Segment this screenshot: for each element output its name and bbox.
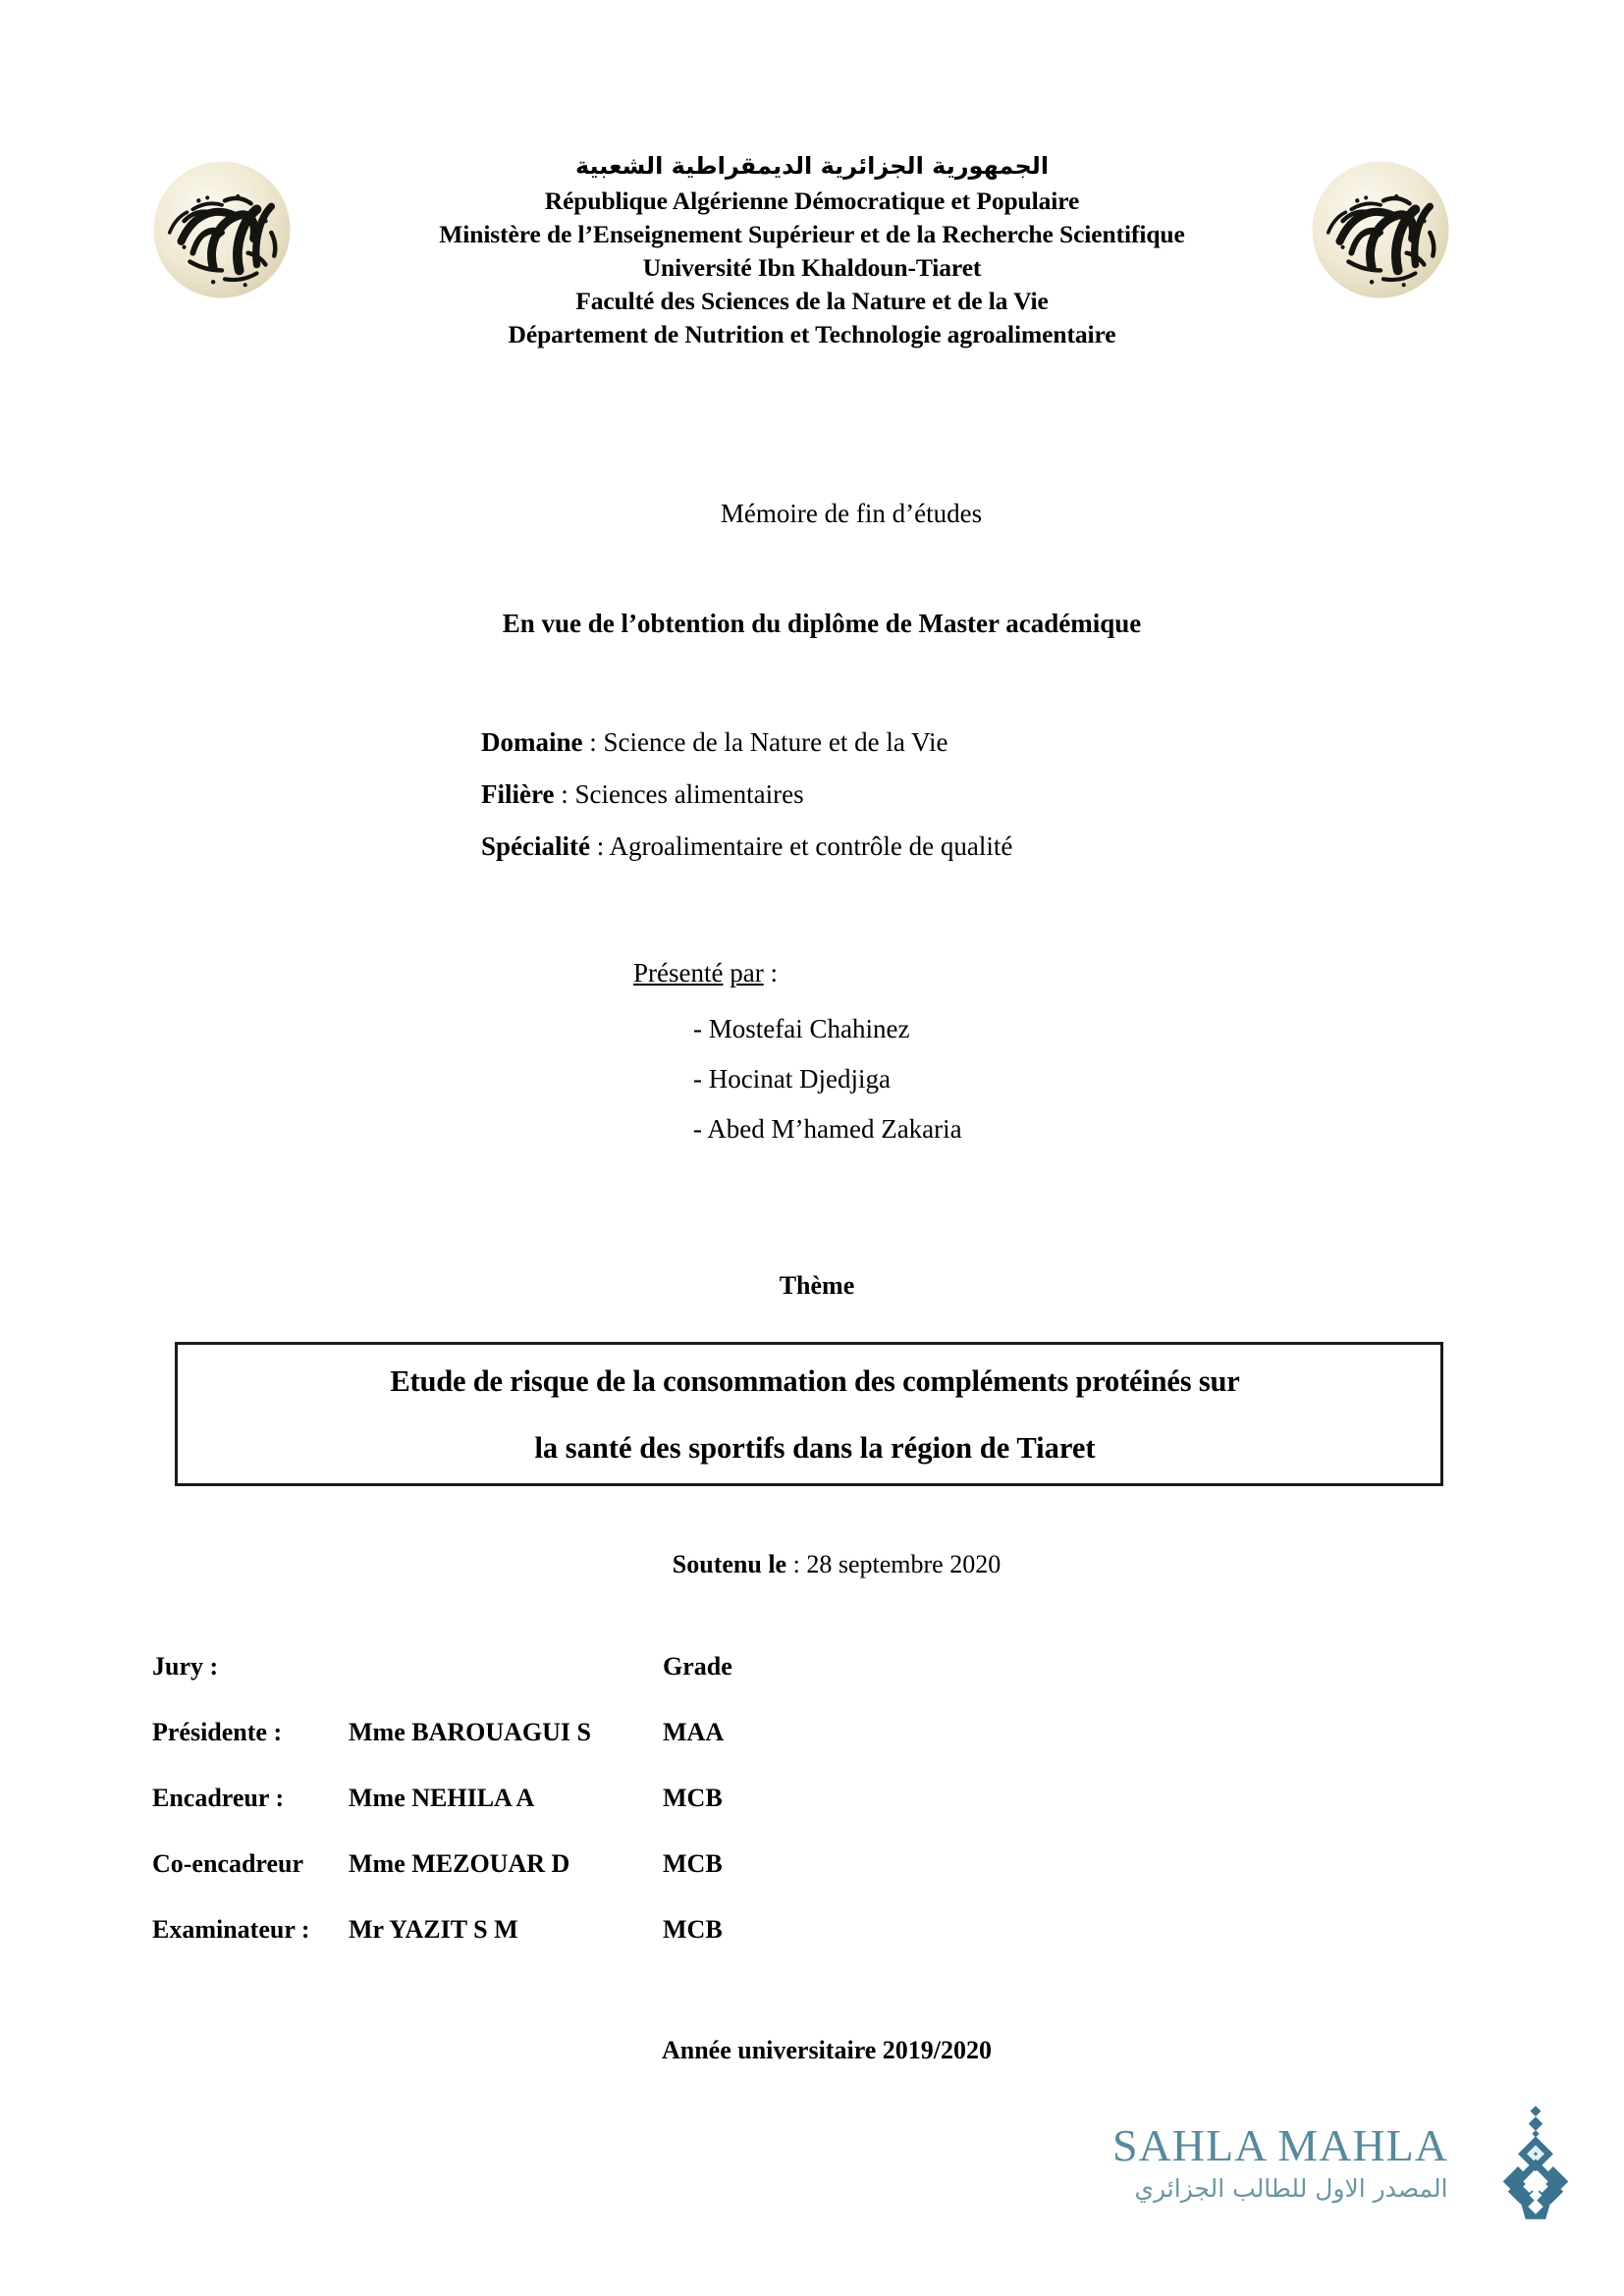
field-specialite xyxy=(481,821,1365,873)
list-item: - Hocinat Djedjiga xyxy=(693,1064,891,1094)
field-domaine xyxy=(481,717,1365,769)
heading-line-ministry: Ministère de l’Enseignement Supérieur et de la Recherche Scientifique xyxy=(439,220,1185,248)
presented-by-title xyxy=(633,958,1624,988)
jury-name: Mr YAZIT S M xyxy=(349,1915,518,1944)
program-fields xyxy=(481,717,1365,873)
diploma-statement: En vue de l’obtention du diplôme de Master académique xyxy=(502,609,1142,638)
thesis-title xyxy=(137,1342,1492,1486)
table-row xyxy=(152,1849,1134,1915)
heading-line-university: Université Ibn Khaldoun-Tiaret xyxy=(642,253,982,282)
page-header xyxy=(0,147,1624,373)
watermark-brand: SAHLA MAHLA xyxy=(1112,2120,1448,2170)
watermark-tagline: المصدر الاول للطالب الجزائري xyxy=(1134,2174,1448,2203)
jury-grade: MAA xyxy=(663,1718,725,1746)
table-row xyxy=(152,1915,1134,1981)
table-row xyxy=(152,1784,1134,1849)
presented-by-colon: : xyxy=(763,958,778,988)
field-specialite-value: Agroalimentaire et contrôle de qualité xyxy=(609,831,1013,861)
jury-name: Mme MEZOUAR D xyxy=(349,1849,570,1878)
heading-line-arabic: الجمهورية الجزائرية الديمقراطية الشعبية xyxy=(574,152,1050,180)
jury-role: Examinateur : xyxy=(152,1915,310,1944)
list-item: - Mostefai Chahinez xyxy=(693,1014,910,1043)
table-row xyxy=(152,1718,1134,1784)
field-filiere-value: Sciences alimentaires xyxy=(574,779,804,809)
jury-role: Co-encadreur xyxy=(152,1849,304,1878)
column-header-jury: Jury : xyxy=(152,1652,219,1681)
presented-by-block xyxy=(0,958,1624,1154)
defense-date-label: Soutenu le xyxy=(672,1550,787,1578)
field-filiere-label: Filière xyxy=(481,779,555,809)
column-header-grade: Grade xyxy=(663,1652,732,1681)
memoire-label: Mémoire de fin d’études xyxy=(720,499,983,528)
berber-diamond-ornament-icon xyxy=(1495,2104,1576,2229)
jury-table xyxy=(152,1652,1134,1981)
jury-grade: MCB xyxy=(663,1784,723,1812)
jury-name: Mme NEHILA A xyxy=(349,1784,535,1812)
field-specialite-label: Spécialité xyxy=(481,831,590,861)
field-domaine-label: Domaine xyxy=(481,727,583,757)
academic-year: Année universitaire 2019/2020 xyxy=(661,2036,993,2064)
jury-grade: MCB xyxy=(663,1849,723,1878)
field-domaine-value: Science de la Nature et de la Vie xyxy=(603,727,948,757)
defense-date xyxy=(0,1550,1624,1579)
defense-date-value: 28 septembre 2020 xyxy=(806,1550,1001,1578)
defense-date-sep: : xyxy=(786,1550,807,1578)
heading-line-republic: République Algérienne Démocratique et Populaire xyxy=(544,187,1080,215)
student-list xyxy=(693,1004,1624,1154)
presented-by-word1: Présenté xyxy=(633,958,724,988)
thesis-title-line1: Etude de risque de la consommation des compléments protéinés sur xyxy=(390,1363,1240,1398)
jury-role: Présidente : xyxy=(152,1718,283,1746)
field-domaine-sep: : xyxy=(582,727,604,757)
table-header-row xyxy=(152,1652,1134,1718)
institution-heading xyxy=(196,147,1428,351)
jury-grade: MCB xyxy=(663,1915,723,1944)
heading-line-faculty: Faculté des Sciences de la Nature et de la Vie xyxy=(575,287,1049,315)
field-filiere-sep: : xyxy=(554,779,575,809)
field-specialite-sep: : xyxy=(589,831,610,861)
field-filiere xyxy=(481,769,1365,821)
presented-by-word2: par xyxy=(730,958,764,988)
heading-line-department: Département de Nutrition et Technologie agroalimentaire xyxy=(508,320,1116,348)
jury-name: Mme BAROUAGUI S xyxy=(349,1718,591,1746)
thesis-title-line2: la santé des sportifs dans la région de Tiaret xyxy=(534,1430,1096,1465)
theme-label: Thème xyxy=(779,1271,855,1300)
sahla-mahla-watermark xyxy=(1112,2119,1574,2247)
list-item: - Abed M’hamed Zakaria xyxy=(693,1114,962,1144)
jury-role: Encadreur : xyxy=(152,1784,285,1812)
